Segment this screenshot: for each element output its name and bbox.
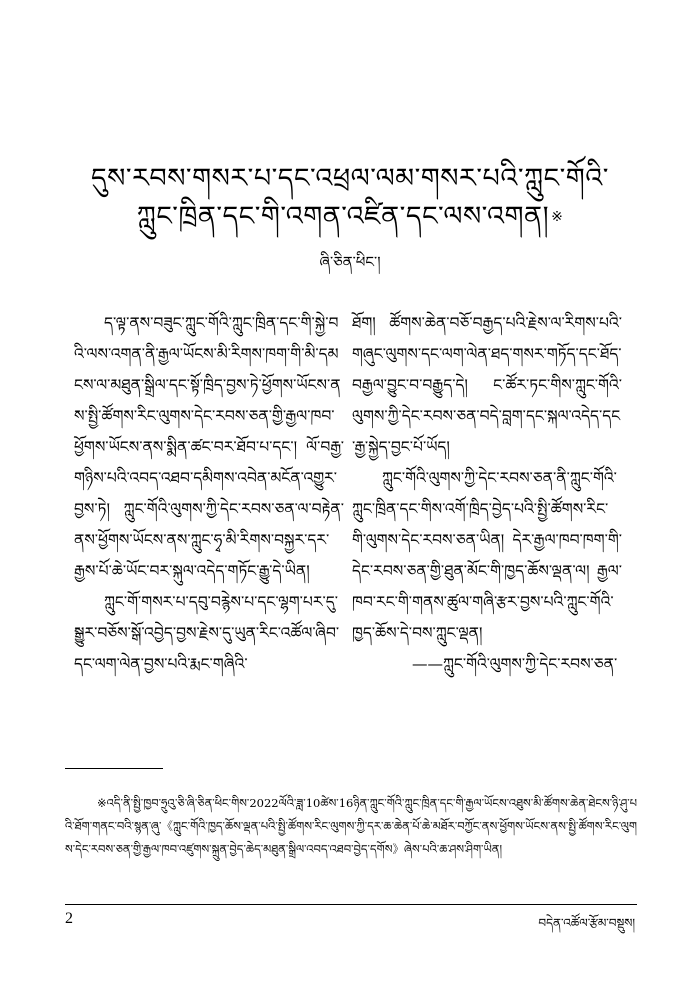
title-text-2: ཀླུང་ཁྲིན་དང་གི་འགན་འཛིན་དང་ལས་འགན། (136, 201, 550, 232)
body-right-column (352, 308, 622, 680)
paragraph: ཀླུང་གོ་གསར་པ་དབུ་བརྙེས་པ་དང་ལྷག་པར་དུ་སྒྱུར་བཅོས་སྒོ་འབྱེད་བྱས་རྗེས་དུ་ཡུན་རིང་འཚོལ་ཞིབ་དང་ལག་ལེན་བྱས་པའི་རྨང་གཞིའི་ (74, 593, 340, 673)
title-text-1: དུས་རབས་གསར་པ་དང་འཕྲལ་ལམ་གསར་པའི་ཀླུང་གོའི་ (91, 163, 609, 194)
paragraph: ད་ལྟ་ནས་བཟུང་ཀླུང་གོའི་ཀླུང་ཁྲིན་དང་གི་སྐྱེ་བའི་ལས་འགན་ནི་རྒྱལ་ཡོངས་མི་རིགས་ཁག་གི་མི་དམངས་ལ་མཐུན་སྒྲིལ་དང་སྟོ་ཁྲིད་བྱས་ཏེ་ཕྱོགས་ཡོངས་ནས་སྤྱི་ཚོགས་རིང་ལུགས་དེང་རབས་ཅན་གྱི་རྒྱལ་ཁབ་ཕྱོགས་ཡོངས་ནས་སྨིན་ཚང་བར་ཐོབ་པ་དང་། ལོ་བརྒྱ་གཉིས་པའི་འབད་འཐབ་དམིགས་འབེན་མངོན་འགྱུར་བྱས་ཏེ། ཀླུང་གོའི་ལུགས་ཀྱི་དེང་རབས་ཅན་ལ་བརྟེན་ནས་ཕྱོགས་ཡོངས་ནས་ཀླུང་ཧྭ་མི་རིགས་བསྐྱར་དར་རྒྱས་པོ་ཆེ་ཡོང་བར་སྐུལ་འདེད་གཏོང་རྒྱུ་དེ་ཡིན། (74, 314, 344, 580)
footnote-marker: ※ (551, 209, 564, 225)
quote-line: ——ཀླུང་གོའི་ལུགས་ཀྱི་དེང་རབས་ཅན་ (412, 655, 618, 673)
page-number: 2 (65, 910, 73, 927)
body-left-column (74, 308, 344, 680)
article-title-line-2 (0, 198, 700, 236)
journal-name: བདེན་འཚོལ་རྩོམ་བསྡུས། (538, 916, 635, 930)
paragraph: ཐོག། ཚོགས་ཆེན་བཅོ་བརྒྱད་པའི་རྗེས་ལ་རིགས་པའི་གཞུང་ལུགས་དང་ལག་ལེན་ཐད་གསར་གཏོད་དང་ཐོད་བརྒྱལ་བྱུང་བ་བརྒྱུད་དེ། ང་ཚོར་ཏང་གིས་ཀླུང་གོའི་ལུགས་ཀྱི་དེང་རབས་ཅན་བདེ་བླག་དང་སྐལ་འདེད་དང་རྒྱ་སྐྱེད་བྱང་པོ་ཡོད། (352, 314, 622, 456)
footer-rule (65, 904, 637, 905)
footnote-separator (65, 768, 163, 769)
paragraph: ཀླུང་གོའི་ལུགས་ཀྱི་དེང་རབས་ཅན་ནི་ཀླུང་གོའི་ཀླུང་ཁྲིན་དང་གིས་འགོ་ཁྲིད་བྱེད་པའི་སྤྱི་ཚོགས་རིང་གི་ལུགས་དེང་རབས་ཅན་ཡིན། དེར་རྒྱལ་ཁབ་ཁག་གི་དེང་རབས་ཅན་གྱི་ཐུན་མོང་གི་ཁྱད་ཆོས་ལྡན་ལ། རྒྱལ་ཁབ་རང་གི་གནས་ཚུལ་གཞི་རྩར་བྱས་པའི་ཀླུང་གོའི་ཁྱད་ཆོས་དེ་བས་ཀླུང་ལྡན། (352, 469, 622, 642)
author-name: ཞི་ཅིན་ཕིང་། (319, 253, 381, 271)
footnote: ※འདི་ནི་སྤྱི་ཁྱབ་ཧྲུའུ་ཅི་ཞི་ཅིན་ཕིང་གིས་2022ལོའི་ཟླ་10ཚེས་16ཉིན་ཀླུང་གོའི་ཀླུང་ཁྲིན་དང་གི་རྒྱལ་ཡོངས་འཐུས་མི་ཚོགས་ཆེན་ཐེངས་ཉི་ཤུ་པའི་ཐོག་གནང་བའི་སྙན་ཞུ་《ཀླུང་གོའི་ཁྱད་ཆོས་ལྡན་པའི་སྤྱི་ཚོགས་རིང་ལུགས་ཀྱི་དར་ཆ་ཆེན་པོ་ཆེ་མཐོར་བཀྱོང་ནས་ཕྱོགས་ཡོངས་ནས་སྤྱི་ཚོགས་རིང་ལུགས་དེང་རབས་ཅན་གྱི་རྒྱལ་ཁབ་འཛུགས་སྐྲུན་བྱེད་ཆེད་མཐུན་སྒྲིལ་འབད་འཐབ་བྱེད་དགོས》ཞེས་པའི་ཆ་ཤས་ཤིག་ཡིན། (65, 796, 637, 856)
article-title-line-1 (0, 160, 700, 198)
